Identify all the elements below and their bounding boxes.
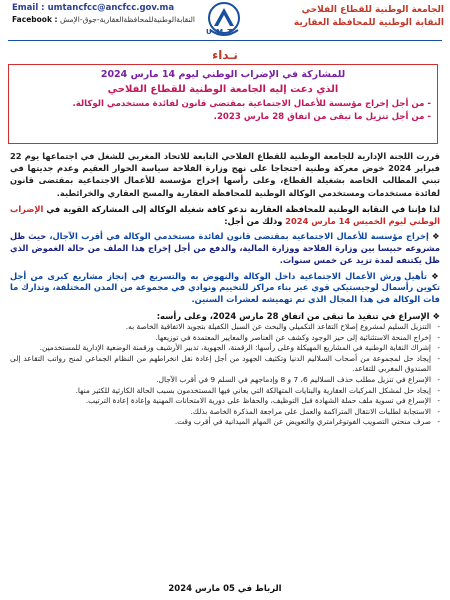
list-item: - الإسراع في تسوية ملف حملة الشهادة قبل التوظيف، والحفاظ على دورية الامتحانات المهنية وإعادة إعادة الترتيب. [10,396,440,407]
banner-line-1: للمشاركة في الإضراب الوطني ليوم 14 مارس 2024 [100,69,346,80]
facebook-page[interactable]: النقابةالوطنيةللمحافظةالعقارية-جوق-الإمش [59,15,196,24]
call-text-3: وذلك من أجل: [224,216,286,227]
list-item: - الإسراع في تنزيل مطلب حذف السلاليم 6، 7 و 8 وإدماجهم في السلم 9 في أقرب الآجال. [10,375,440,386]
point-2 [10,271,440,306]
letterhead [0,0,450,38]
list-item: - إيجاد حل لمشكل المركبات العقارية والبنايات المتهالكة التي يعاني فيها المستخدمون بسبب الحالة الكارثية للكثير منها. [10,386,440,397]
email-address[interactable]: umtancfcc@ancfcc.gov.ma [47,3,175,13]
checkbox-bullet-icon: ❖ [426,270,440,281]
header-divider [8,40,442,41]
org-line-1: الجامعة الوطنية للقطاع الفلاحي [301,5,444,15]
banner-line-2: الذي دعت إليه الجامعة الوطنية للقطاع الفلاحي [107,84,339,95]
org-names [274,4,444,30]
intro-paragraph: قررت اللجنة الإدارية للجامعة الوطنية للقطاع الفلاحي التابعة للاتحاد المغربي للشغل في اجتماعها يوم 22 فبراير 2024 خوض معركة وطنية احتجاجا على نهج وزارة الفلاحة سياسة الحوار العقيم وعدم جديتها في تبني المطالب الخاصة بشغيلة القطاع، وعلى رأسها إخراج مؤسسة للأعمال الاجتماعية بمقتضى قانون لفائدة مستخدمات ومستخدمي الوكالة الوطنية للمحافظة العقارية والمسح العقاري والخرائطية. [10,151,440,198]
point-3-title-text: الإسراع في تنفيذ ما تبقى من اتفاق 28 مارس 2024، وعلى رأسه: [156,311,430,321]
banner-line-4: - من أجل تنزيل ما تبقى من اتفاق 28 مارس 2023. [213,112,431,122]
org-line-2: النقابة الوطنية للمحافظة العقارية [293,18,444,28]
email-line [12,2,192,14]
point-1 [10,231,440,266]
list-item: - إيجاد حل لمجموعة من أصحاب السلاليم الدنيا وتكثيف الجهود من أجل إعادة نقل انخراطهم من النظام الجماعي لمنح رواتب التقاعد إلى الصندوق المغربي للتقاعد. [10,354,440,375]
contact-info [12,2,196,25]
document-title: نـداء [212,48,238,62]
facebook-line [12,14,196,25]
point-2-text: تأهيل ورش الأعمال الاجتماعية داخل الوكالة والنهوض به والتسريع في إنجاز مشاريع كبرى من أجل تكوين رأسمال لوجيستيكي قوي عبر بناء مراكز للتخييم ونوادي في مجموعة من المدن المختلفة، وتدارك ما فات الوكالة في هذا المجال الذي تم تهميشه لعشرات السنين. [10,270,440,305]
list-item: - الاستجابة لطلبات الانتقال المتراكمة والعمل على مراجعة المذكرة الخاصة بذلك. [10,407,440,418]
call-paragraph [10,203,440,227]
strike-banner [8,64,438,144]
call-strike-word: الإضراب [10,203,44,214]
banner-line-3: - من أجل إخراج مؤسسة للأعمال الاجتماعية بمقتضى قانون لفائدة مستخدمي الوكالة. [72,99,431,109]
checkbox-bullet-icon: ❖ [428,231,440,242]
list-item: - إخراج المنحة الاستثنائية إلى حيز الوجود وكشف عن العناصر والمعايير المعتمدة في توزيعها. [10,333,440,344]
logo-text: U M T [206,28,234,36]
call-date: الوطني ليوم الخميس 14 مارس 2024 [285,216,440,227]
point-1-rest: حيث ظل مشروعه حبيسا بين وزارة الفلاحة ووزارة المالية، والدفع من أجل إخراج هذا الملف من حالة الغموض الذي ظل يكتنفه لمدة تزيد عن خمس سنوات. [10,231,440,265]
checkbox-bullet-icon: ❖ [429,311,440,321]
facebook-label: Facebook : [12,15,58,24]
call-text-1: لذا فإننا في النقابة الوطنية للمحافظة العقارية ندعو كافة شغيلة الوكالة إلى المشاركة القوية في [43,203,440,214]
email-label: Email : [12,3,45,13]
list-item: - صرف منحتي التصويب الفوتوغرامتري والتعويض عن المهام الميدانية في أقرب وقت. [10,417,440,428]
demands-list [10,322,440,428]
signature-date: الرباط في 05 مارس 2024 [168,584,282,594]
point-3-title [10,310,440,322]
point-1-bold: إخراج مؤسسة للأعمال الاجتماعية بمقتضى قانون لفائدة مستخدمي الوكالة في أقرب الآجال، [49,231,429,242]
list-item: - التنزيل السليم لمشروع إصلاح التقاعد التكميلي والبحث عن السبل الكفيلة بتجويد الاتفاقية الخاصة به. [10,322,440,333]
letter-body [10,150,440,428]
list-item: - إشراك النقابة الوطنية في المشاريع المهيكلة وعلى رأسها: الرقمنة، الجهوية، تدبير الأرشيف ورقمنة الوضعية الإدارية للمستخدمين. [10,343,440,354]
